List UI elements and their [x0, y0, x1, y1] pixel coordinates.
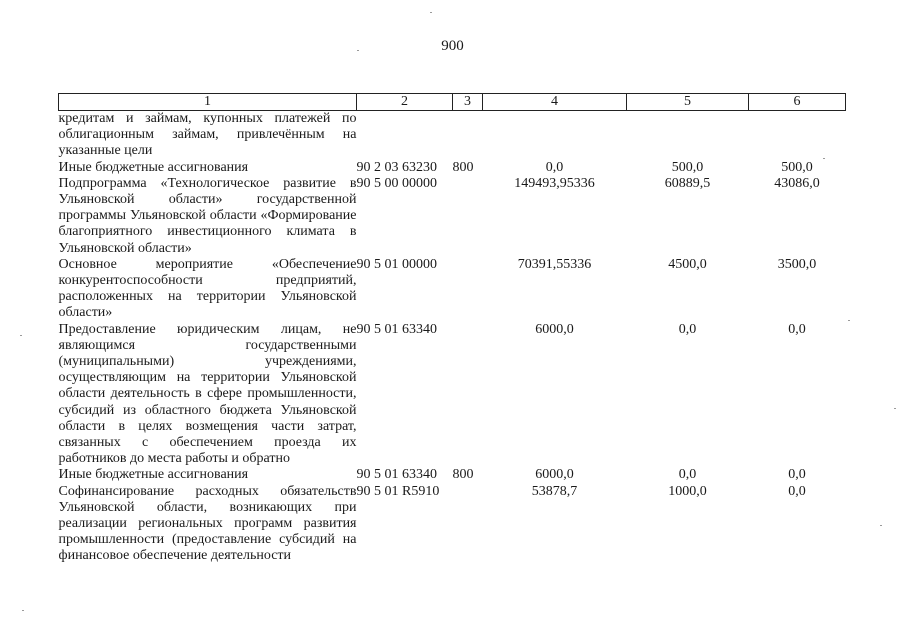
row-value-col6: 43086,0 — [774, 175, 820, 191]
row-name: Предоставление юридическим лицам, не являющимся государственными (муниципальными) учреждениями, осуществляющим на территории Ульяновской области деятельность в сфере промышленности, субсидий из областного бюджета Ульяновской области в целях возмещения части затрат, связанных с обеспечением проезда их работников до места работы и обратно — [58, 321, 357, 467]
header-col-3: 3 — [453, 94, 483, 111]
header-col-4: 4 — [483, 94, 627, 111]
row-value-col4: 0,0 — [545, 159, 564, 175]
scan-speck — [894, 408, 896, 409]
table-row — [59, 160, 846, 176]
row-value-col6 — [749, 111, 846, 160]
row-code: 90 5 01 63340 — [356, 467, 437, 483]
scan-speck — [430, 12, 432, 13]
row-value-col4: 6000,0 — [535, 321, 574, 337]
row-expense-type — [453, 111, 483, 160]
row-expense-type — [453, 322, 483, 468]
row-name: Иные бюджетные ассигнования — [58, 467, 249, 483]
row-code: 90 2 03 63230 — [356, 159, 437, 175]
row-name: Основное мероприятие «Обеспечение конкурентоспособности предприятий, расположенных на территории Ульяновской области» — [58, 256, 357, 321]
row-value-col6: 0,0 — [788, 483, 806, 499]
row-code: 90 5 01 00000 — [356, 256, 437, 272]
row-value-col4: 149493,95336 — [514, 175, 595, 191]
row-value-col6: 0,0 — [788, 467, 806, 483]
row-name: кредитам и займам, купонных платежей по облигационным займам, привлечённым на указанные цели — [58, 111, 357, 159]
row-value-col4: 53878,7 — [531, 483, 578, 499]
row-value-col5: 0,0 — [678, 467, 697, 483]
row-code: 90 5 01 R5910 — [356, 483, 440, 499]
row-expense-type: 800 — [452, 467, 474, 483]
header-col-6: 6 — [749, 94, 846, 111]
row-value-col5: 0,0 — [678, 321, 697, 337]
budget-table — [58, 93, 846, 565]
scan-speck — [880, 525, 882, 526]
table-row — [59, 111, 846, 160]
table-row — [59, 176, 846, 257]
scan-speck — [22, 610, 24, 611]
row-value-col5: 60889,5 — [664, 175, 711, 191]
header-row — [59, 94, 846, 111]
header-col-5: 5 — [627, 94, 749, 111]
row-value-col5: 4500,0 — [668, 256, 707, 272]
row-expense-type — [453, 484, 483, 565]
row-value-col5 — [627, 111, 749, 160]
row-code: 90 5 00 00000 — [356, 175, 437, 191]
row-value-col4: 70391,55336 — [517, 256, 592, 272]
row-expense-type — [453, 176, 483, 257]
header-col-1: 1 — [59, 94, 357, 111]
table-header — [59, 94, 846, 111]
row-value-col5: 1000,0 — [668, 483, 707, 499]
row-code — [357, 111, 453, 160]
scan-speck — [848, 320, 850, 321]
row-expense-type — [453, 257, 483, 322]
page-number: 900 — [441, 38, 464, 54]
row-name: Софинансирование расходных обязательств Ульяновской области, возникающих при реализации региональных программ развития промышленности (предоставление субсидий на финансовое обеспечение деятельности — [58, 483, 357, 564]
row-value-col6: 0,0 — [788, 321, 806, 337]
row-expense-type: 800 — [452, 159, 474, 175]
table-body — [59, 111, 846, 565]
row-value-col4: 6000,0 — [535, 467, 574, 483]
table-row — [59, 257, 846, 322]
scan-speck — [357, 50, 359, 51]
scan-speck — [823, 158, 825, 159]
scan-speck — [20, 335, 22, 336]
row-value-col6: 3500,0 — [777, 256, 817, 272]
row-code: 90 5 01 63340 — [356, 321, 437, 337]
table-row — [59, 484, 846, 565]
header-col-2: 2 — [357, 94, 453, 111]
row-value-col6: 500,0 — [781, 159, 813, 175]
row-value-col5: 500,0 — [671, 159, 704, 175]
row-name: Иные бюджетные ассигнования — [58, 159, 249, 175]
table-row — [59, 467, 846, 483]
table-row — [59, 322, 846, 468]
row-value-col4 — [483, 111, 627, 160]
row-name: Подпрограмма «Технологическое развитие в Ульяновской области» государственной программы Ульяновской области «Формирование благоприятного инвестиционного климата в Ульяновской области» — [58, 175, 357, 256]
